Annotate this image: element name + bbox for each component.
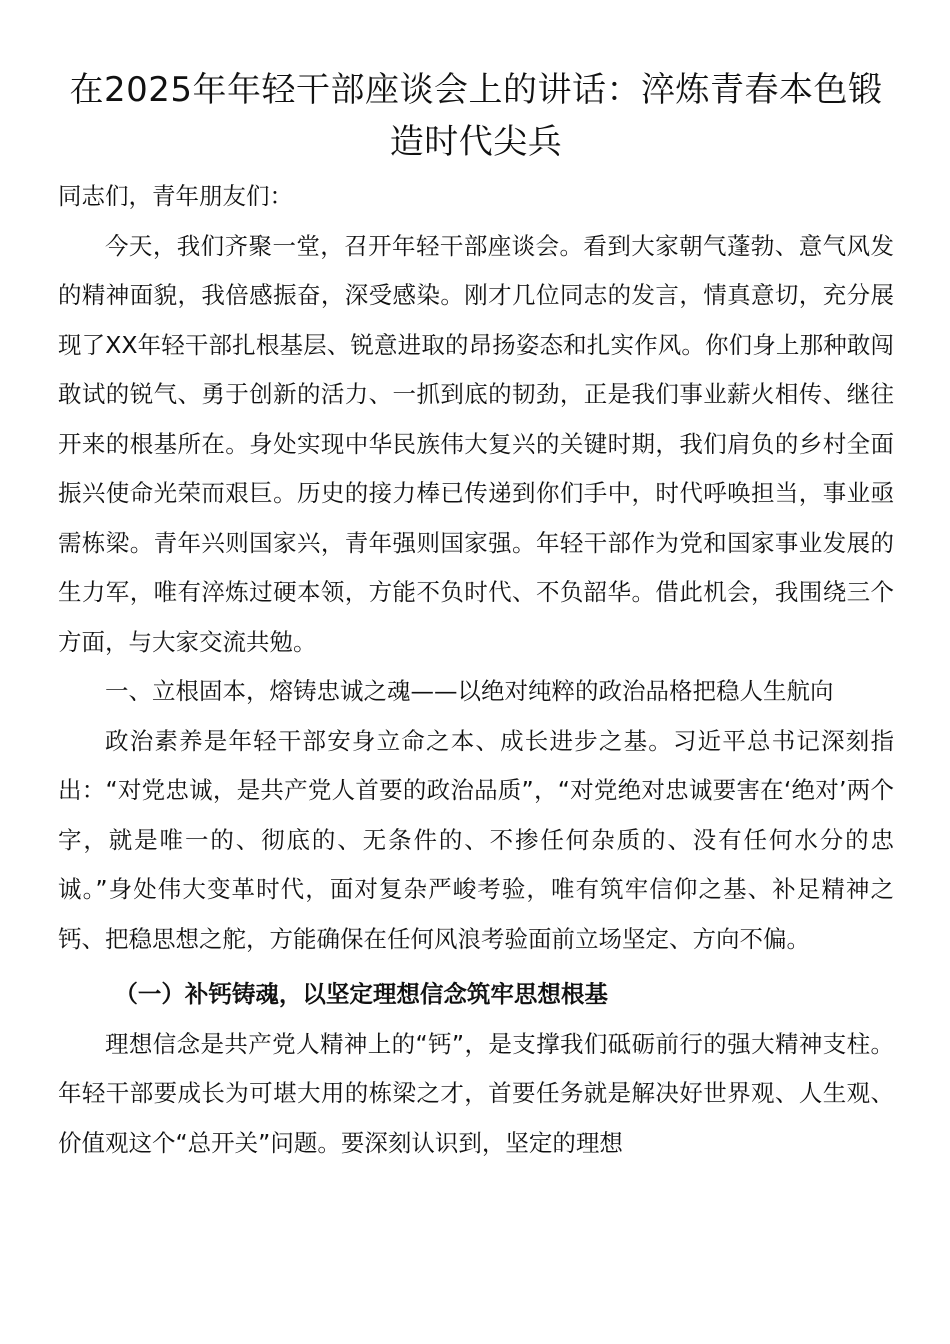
intro-paragraph: 今天，我们齐聚一堂，召开年轻干部座谈会。看到大家朝气蓬勃、意气风发的精神面貌，我倍感振奋，深受感染。刚才几位同志的发言，情真意切，充分展现了XX年轻干部扎根基层、锐意进取的昂扬姿态和扎实作风。你们身上那种敢闯敢试的锐气、勇于创新的活力、一抓到底的韧劲，正是我们事业薪火相传、继往开来的根基所在。身处实现中华民族伟大复兴的关键时期，我们肩负的乡村全面振兴使命光荣而艰巨。历史的接力棒已传递到你们手中，时代呼唤担当，事业亟需栋梁。青年兴则国家兴，青年强则国家强。年轻干部作为党和国家事业发展的生力军，唯有淬炼过硬本领，方能不负时代、不负韶华。借此机会，我围绕三个方面，与大家交流共勉。 [58, 231, 894, 656]
subsection-heading: （一）补钙铸魂，以坚定理想信念筑牢思想根基 [114, 980, 608, 1008]
section-paragraph: 政治素养是年轻干部安身立命之本、成长进步之基。习近平总书记深刻指出：“对党忠诚，是共产党人首要的政治品质”，“对党绝对忠诚要害在‘绝对’两个字，就是唯一的、彻底的、无条件的、不掺任何杂质的、没有任何水分的忠诚。”身处伟大变革时代，面对复杂严峻考验，唯有筑牢信仰之基、补足精神之钙、把稳思想之舵，方能确保在任何风浪考验面前立场坚定、方向不偏。 [58, 726, 894, 953]
document-title: 在2025年年轻干部座谈会上的讲话：淬炼青春本色锻造时代尖兵 [69, 70, 883, 162]
salutation: 同志们，青年朋友们： [58, 182, 293, 210]
subsection-paragraph: 理想信念是共产党人精神上的“钙”，是支撑我们砥砺前行的强大精神支柱。年轻干部要成长为可堪大用的栋梁之才，首要任务就是解决好世界观、人生观、价值观这个“总开关”问题。要深刻认识到，坚定的理想 [58, 1029, 894, 1157]
section-heading: 一、立根固本，熔铸忠诚之魂——以绝对纯粹的政治品格把稳人生航向 [105, 677, 834, 705]
document-page [58, 64, 894, 1168]
